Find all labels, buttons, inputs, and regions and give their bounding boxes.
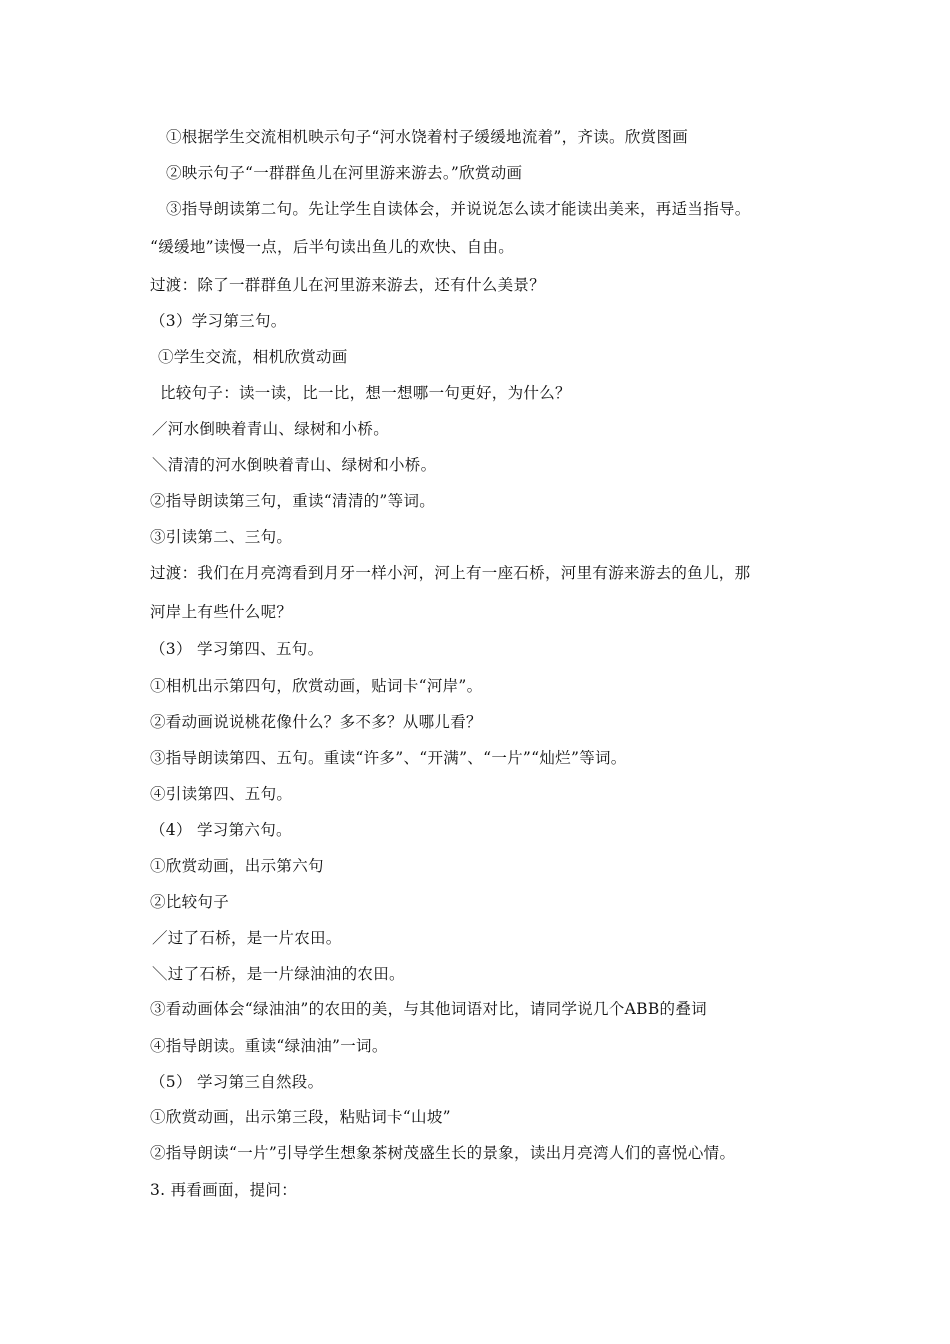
paragraph-line: ③看动画体会“绿油油”的农田的美，与其他词语对比，请同学说几个ABB的叠词 [150,1000,707,1018]
paragraph-line: 河岸上有些什么呢？ [150,603,293,621]
paragraph-line: 比较句子：读一读，比一比，想一想哪一句更好，为什么？ [160,384,571,402]
paragraph-line: ／过了石桥，是一片农田。 [152,929,342,947]
paragraph-line: ＼过了石桥，是一片绿油油的农田。 [152,965,405,983]
paragraph-line: 过渡：除了一群群鱼儿在河里游来游去，还有什么美景？ [150,276,546,294]
paragraph-line: ②指导朗读第三句，重读“清清的”等词。 [150,492,436,510]
paragraph-line: “缓缓地”读慢一点，后半句读出鱼儿的欢快、自由。 [150,238,515,256]
paragraph-line: ①欣赏动画，出示第六句 [150,857,324,875]
paragraph-line: ①相机出示第四句，欣赏动画，贴词卡“河岸”。 [150,677,483,695]
section-heading: （4） 学习第六句。 [150,821,292,839]
paragraph-line: ③引读第二、三句。 [150,528,293,546]
paragraph-line: ①欣赏动画，出示第三段，粘贴词卡“山坡” [150,1108,451,1126]
paragraph-line: ／河水倒映着青山、绿树和小桥。 [152,420,390,438]
paragraph-line: 过渡：我们在月亮湾看到月牙一样小河，河上有一座石桥，河里有游来游去的鱼儿，那 [150,564,751,582]
paragraph-line: ④引读第四、五句。 [150,785,293,803]
paragraph-line: ③指导朗读第四、五句。重读“许多”、“开满”、“一片”“灿烂”等词。 [150,749,627,767]
paragraph-line: ④指导朗读。重读“绿油油”一词。 [150,1037,388,1055]
paragraph-line: 3. 再看画面，提问： [150,1181,298,1199]
paragraph-line: ②指导朗读“一片”引导学生想象茶树茂盛生长的景象，读出月亮湾人们的喜悦心情。 [150,1144,736,1162]
section-heading: （3）学习第三句。 [150,312,287,330]
paragraph-line: ①学生交流，相机欣赏动画 [158,348,348,366]
paragraph-line: ＼清清的河水倒映着青山、绿树和小桥。 [152,456,437,474]
paragraph-line: ②映示句子“一群群鱼儿在河里游来游去。”欣赏动画 [166,164,523,182]
paragraph-line: ①根据学生交流相机映示句子“河水饶着村子缓缓地流着”，齐读。欣赏图画 [166,128,689,146]
paragraph-line: ②比较句子 [150,893,230,911]
section-heading: （3） 学习第四、五句。 [150,640,324,658]
paragraph-line: ③指导朗读第二句。先让学生自读体会，并说说怎么读才能读出美来，再适当指导。 [166,200,751,218]
section-heading: （5） 学习第三自然段。 [150,1073,324,1091]
paragraph-line: ②看动画说说桃花像什么？多不多？从哪儿看？ [150,713,482,731]
